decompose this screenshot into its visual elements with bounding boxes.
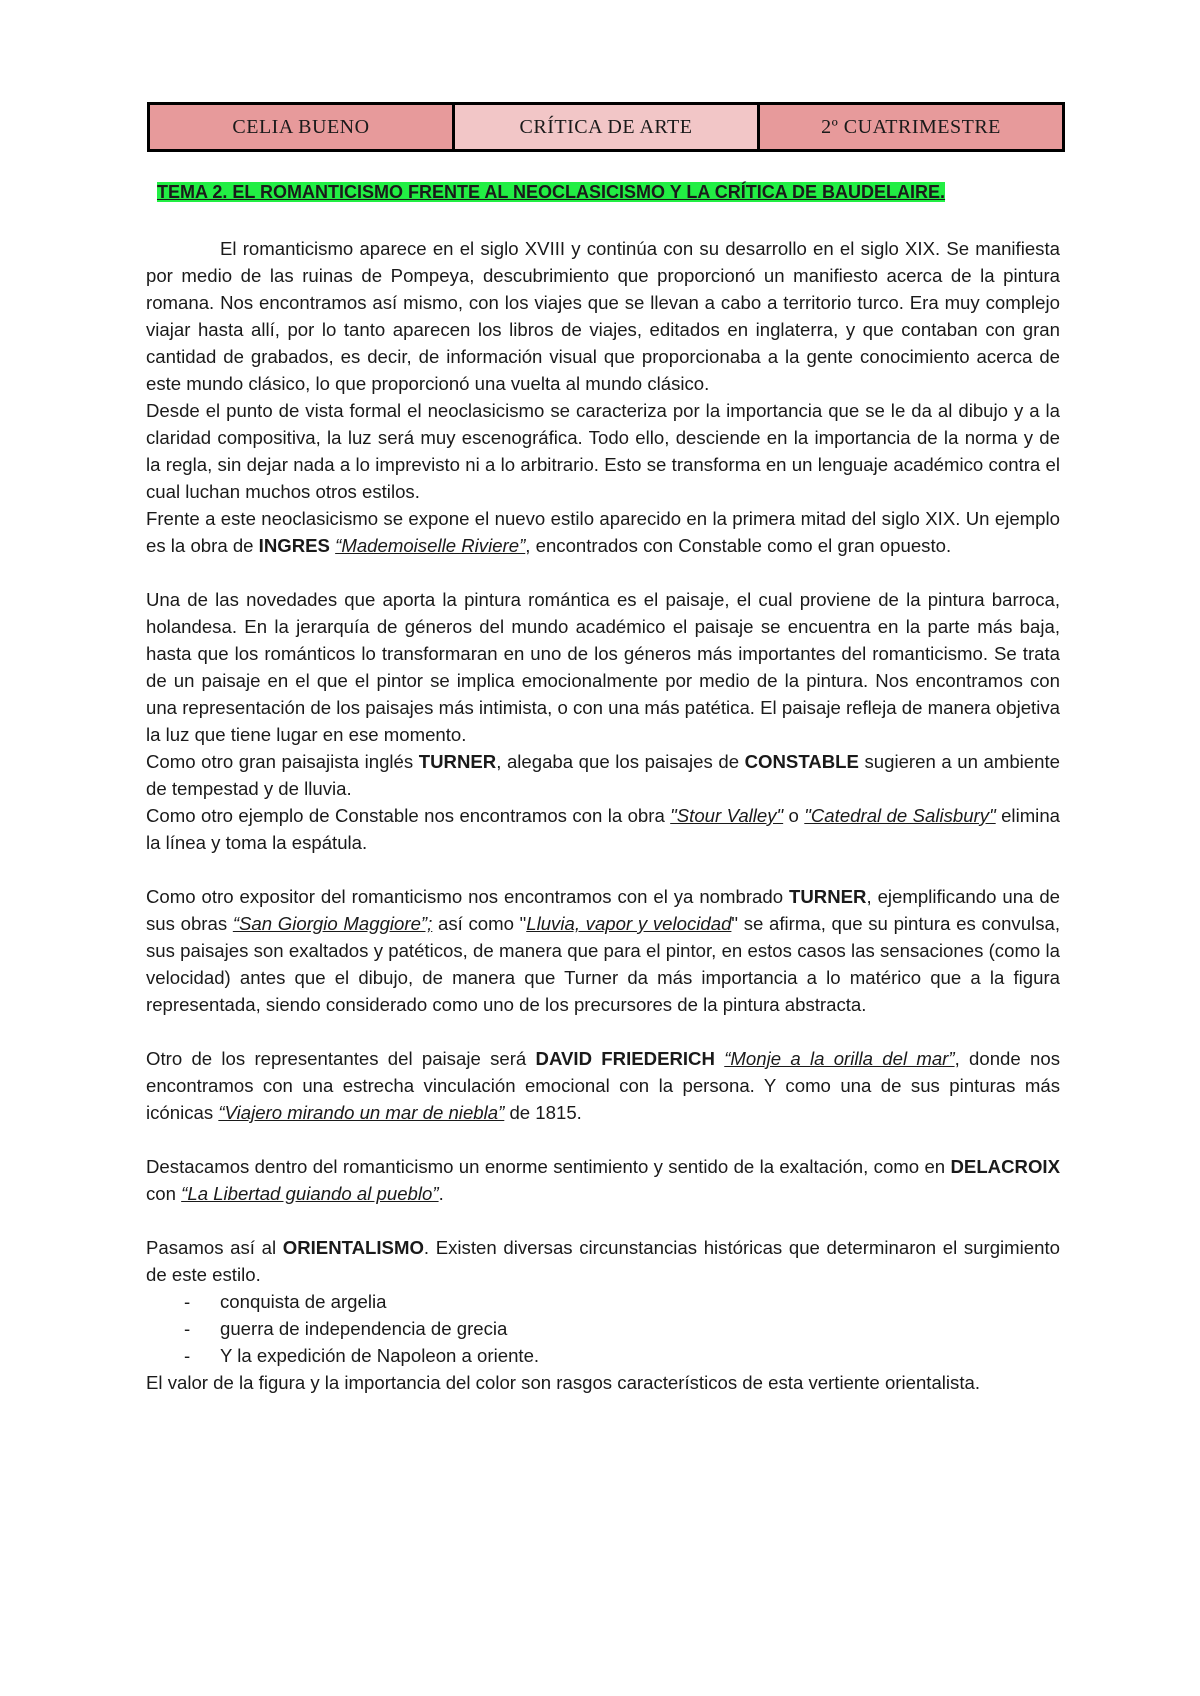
artist-friederich: DAVID FRIEDERICH — [535, 1048, 715, 1069]
artwork-catedral-salisbury: "Catedral de Salisbury" — [804, 805, 996, 826]
paragraph-gap — [146, 1018, 1060, 1045]
header-term-cell: 2º CUATRIMESTRE — [759, 104, 1064, 151]
artwork-san-giorgio: “San Giorgio Maggiore”; — [232, 913, 433, 934]
term-orientalismo: ORIENTALISMO — [282, 1237, 424, 1258]
paragraph-gap — [146, 856, 1060, 883]
paragraph-ingres: Frente a este neoclasicismo se expone el nuevo estilo aparecido en la primera mitad del siglo XIX. Un ejemplo es la obra de INGRES “Mademoiselle Riviere”, encontrados con Constable como el gran opuesto. — [146, 508, 1060, 556]
artist-turner-2: TURNER — [788, 886, 867, 907]
list-item: - guerra de independencia de grecia — [146, 1315, 1060, 1342]
dash-bullet: - — [184, 1345, 191, 1366]
artist-delacroix: DELACROIX — [950, 1156, 1060, 1177]
artwork-stour-valley: "Stour Valley" — [670, 805, 784, 826]
artwork-mademoiselle-riviere: “Mademoiselle Riviere” — [335, 535, 526, 556]
paragraph-intro: El romanticismo aparece en el siglo XVIII y continúa con su desarrollo en el siglo XIX. Se manifiesta por medio de las ruinas de Pompeya, descubrimiento que proporcionó un manifiesto acerca de la pintura romana. Nos encontramos así mismo, con los viajes que se llevan a cabo a territorio turco. Era muy complejo viajar hasta allí, por lo tanto aparecen los libros de viajes, editados en inglaterra, y que contaban con gran cantidad de grabados, es decir, de información visual que proporcionaba a la gente conocimiento acerca de este mundo clásico, lo que proporcionó una vuelta al mundo clásico. — [146, 238, 1060, 394]
artist-constable: CONSTABLE — [744, 751, 859, 772]
dash-bullet: - — [184, 1291, 191, 1312]
artist-ingres: INGRES — [258, 535, 330, 556]
list-item: - Y la expedición de Napoleon a oriente. — [146, 1342, 1060, 1369]
dash-bullet: - — [184, 1318, 191, 1339]
paragraph-gap — [146, 1126, 1060, 1153]
header-author-cell: CELIA BUENO — [149, 104, 454, 151]
paragraph-friederich: Otro de los representantes del paisaje será DAVID FRIEDERICH “Monje a la orilla del mar”, donde nos encontramos con una estrecha vinculación emocional con la persona. Y como una de sus pinturas más icónicas “Viajero mirando un mar de niebla” de 1815. — [146, 1048, 1060, 1123]
paragraph-orientalismo: Pasamos así al ORIENTALISMO. Existen diversas circunstancias históricas que determinaron el surgimiento de este estilo. — [146, 1237, 1060, 1285]
header-table — [147, 102, 1065, 152]
paragraph-delacroix: Destacamos dentro del romanticismo un enorme sentimiento y sentido de la exaltación, como en DELACROIX con “La Libertad guiando al pueblo”. — [146, 1156, 1060, 1204]
artwork-lluvia-vapor: Lluvia, vapor y velocidad — [526, 913, 732, 934]
paragraph-turner-constable: Como otro gran paisajista inglés TURNER, alegaba que los paisajes de CONSTABLE sugieren a un ambiente de tempestad y de lluvia. — [146, 751, 1060, 799]
paragraph-gap — [146, 1207, 1060, 1234]
artwork-libertad: “La Libertad guiando al pueblo” — [181, 1183, 439, 1204]
paragraph-landscape: Una de las novedades que aporta la pintura romántica es el paisaje, el cual proviene de la pintura barroca, holandesa. En la jerarquía de géneros del mundo académico el paisaje se encuentra en la parte más baja, hasta que los románticos lo transformaran en uno de los géneros más importantes del romanticismo. Se trata de un paisaje en el que el pintor se implica emocionalmente por medio de la pintura. Nos encontramos con una representación de los paisajes más intimista, o con una más patética. El paisaje refleja de manera objetiva la luz que tiene lugar en ese momento. — [146, 589, 1060, 745]
circumstances-list — [146, 1288, 1060, 1369]
artwork-viajero: “Viajero mirando un mar de niebla” — [218, 1102, 505, 1123]
header-subject-cell: CRÍTICA DE ARTE — [454, 104, 759, 151]
title-text: TEMA 2. EL ROMANTICISMO FRENTE AL NEOCLASICISMO Y LA CRÍTICA DE BAUDELAIRE. — [157, 182, 946, 202]
artist-turner: TURNER — [418, 751, 497, 772]
list-item: - conquista de argelia — [146, 1288, 1060, 1315]
paragraph-turner: Como otro expositor del romanticismo nos encontramos con el ya nombrado TURNER, ejemplificando una de sus obras “San Giorgio Maggiore”; así como "Lluvia, vapor y velocidad" se afirma, que su pintura es convulsa, sus paisajes son exaltados y patéticos, de manera que para el pintor, en estos casos las sensaciones (como la velocidad) antes que el dibujo, de manera que Turner da más importancia a lo matérico que a la figura representada, siendo considerado como uno de los precursores de la pintura abstracta. — [146, 886, 1060, 1015]
artwork-monje: “Monje a la orilla del mar” — [724, 1048, 955, 1069]
document-body — [146, 235, 1060, 1396]
page-title — [157, 180, 1053, 204]
paragraph-gap — [146, 559, 1060, 586]
paragraph-constable-works: Como otro ejemplo de Constable nos encontramos con la obra "Stour Valley" o "Catedral de Salisbury" elimina la línea y toma la espátula. — [146, 805, 1060, 853]
paragraph-conclusion: El valor de la figura y la importancia del color son rasgos característicos de esta vertiente orientalista. — [146, 1372, 981, 1393]
paragraph-neoclassicism: Desde el punto de vista formal el neoclasicismo se caracteriza por la importancia que se le da al dibujo y a la claridad compositiva, la luz será muy escenográfica. Todo ello, desciende en la importancia de la norma y de la regla, sin dejar nada a lo imprevisto ni a lo arbitrario. Esto se transforma en un lenguaje académico contra el cual luchan muchos otros estilos. — [146, 400, 1060, 502]
